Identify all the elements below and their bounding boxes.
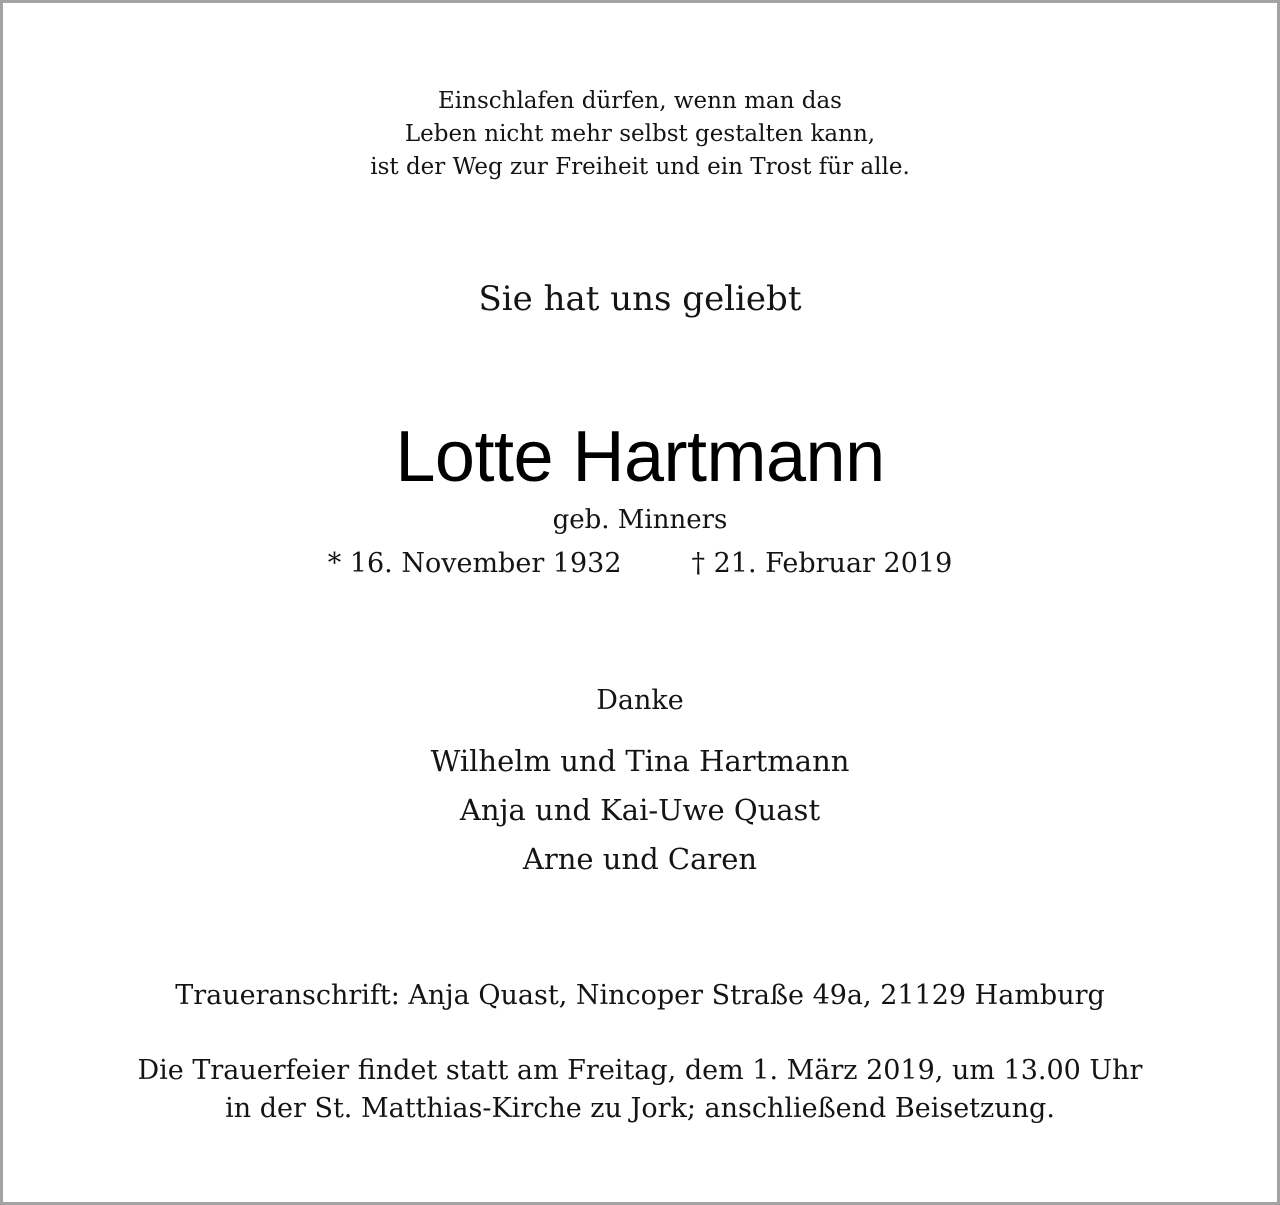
service-line-1: Die Trauerfeier findet statt am Freitag, dem 1. März 2019, um 13.00 Uhr bbox=[137, 1055, 1143, 1086]
headline: Sie hat uns geliebt bbox=[478, 279, 802, 319]
maiden-name: geb. Minners bbox=[552, 505, 728, 535]
service-line-2: in der St. Matthias-Kirche zu Jork; anschließend Beisetzung. bbox=[225, 1093, 1055, 1124]
mourner-line: Anja und Kai-Uwe Quast bbox=[459, 793, 821, 827]
poem-line-1: Einschlafen dürfen, wenn man das bbox=[438, 88, 842, 114]
death-date: † 21. Februar 2019 bbox=[691, 548, 953, 579]
mourner-line: Wilhelm und Tina Hartmann bbox=[430, 744, 850, 778]
poem-line-2: Leben nicht mehr selbst gestalten kann, bbox=[404, 121, 876, 147]
mourners-list bbox=[3, 737, 1277, 884]
birth-date: * 16. November 1932 bbox=[327, 548, 622, 579]
life-dates bbox=[3, 546, 1277, 582]
poem bbox=[3, 85, 1277, 184]
mourner-line: Arne und Caren bbox=[522, 842, 758, 876]
funeral-service-info bbox=[3, 1052, 1277, 1128]
mourning-address: Traueranschrift: Anja Quast, Nincoper Straße 49a, 21129 Hamburg bbox=[175, 980, 1105, 1011]
poem-line-3: ist der Weg zur Freiheit und ein Trost für alle. bbox=[370, 154, 910, 180]
thanks-label: Danke bbox=[596, 685, 684, 716]
deceased-name: Lotte Hartmann bbox=[395, 417, 885, 497]
